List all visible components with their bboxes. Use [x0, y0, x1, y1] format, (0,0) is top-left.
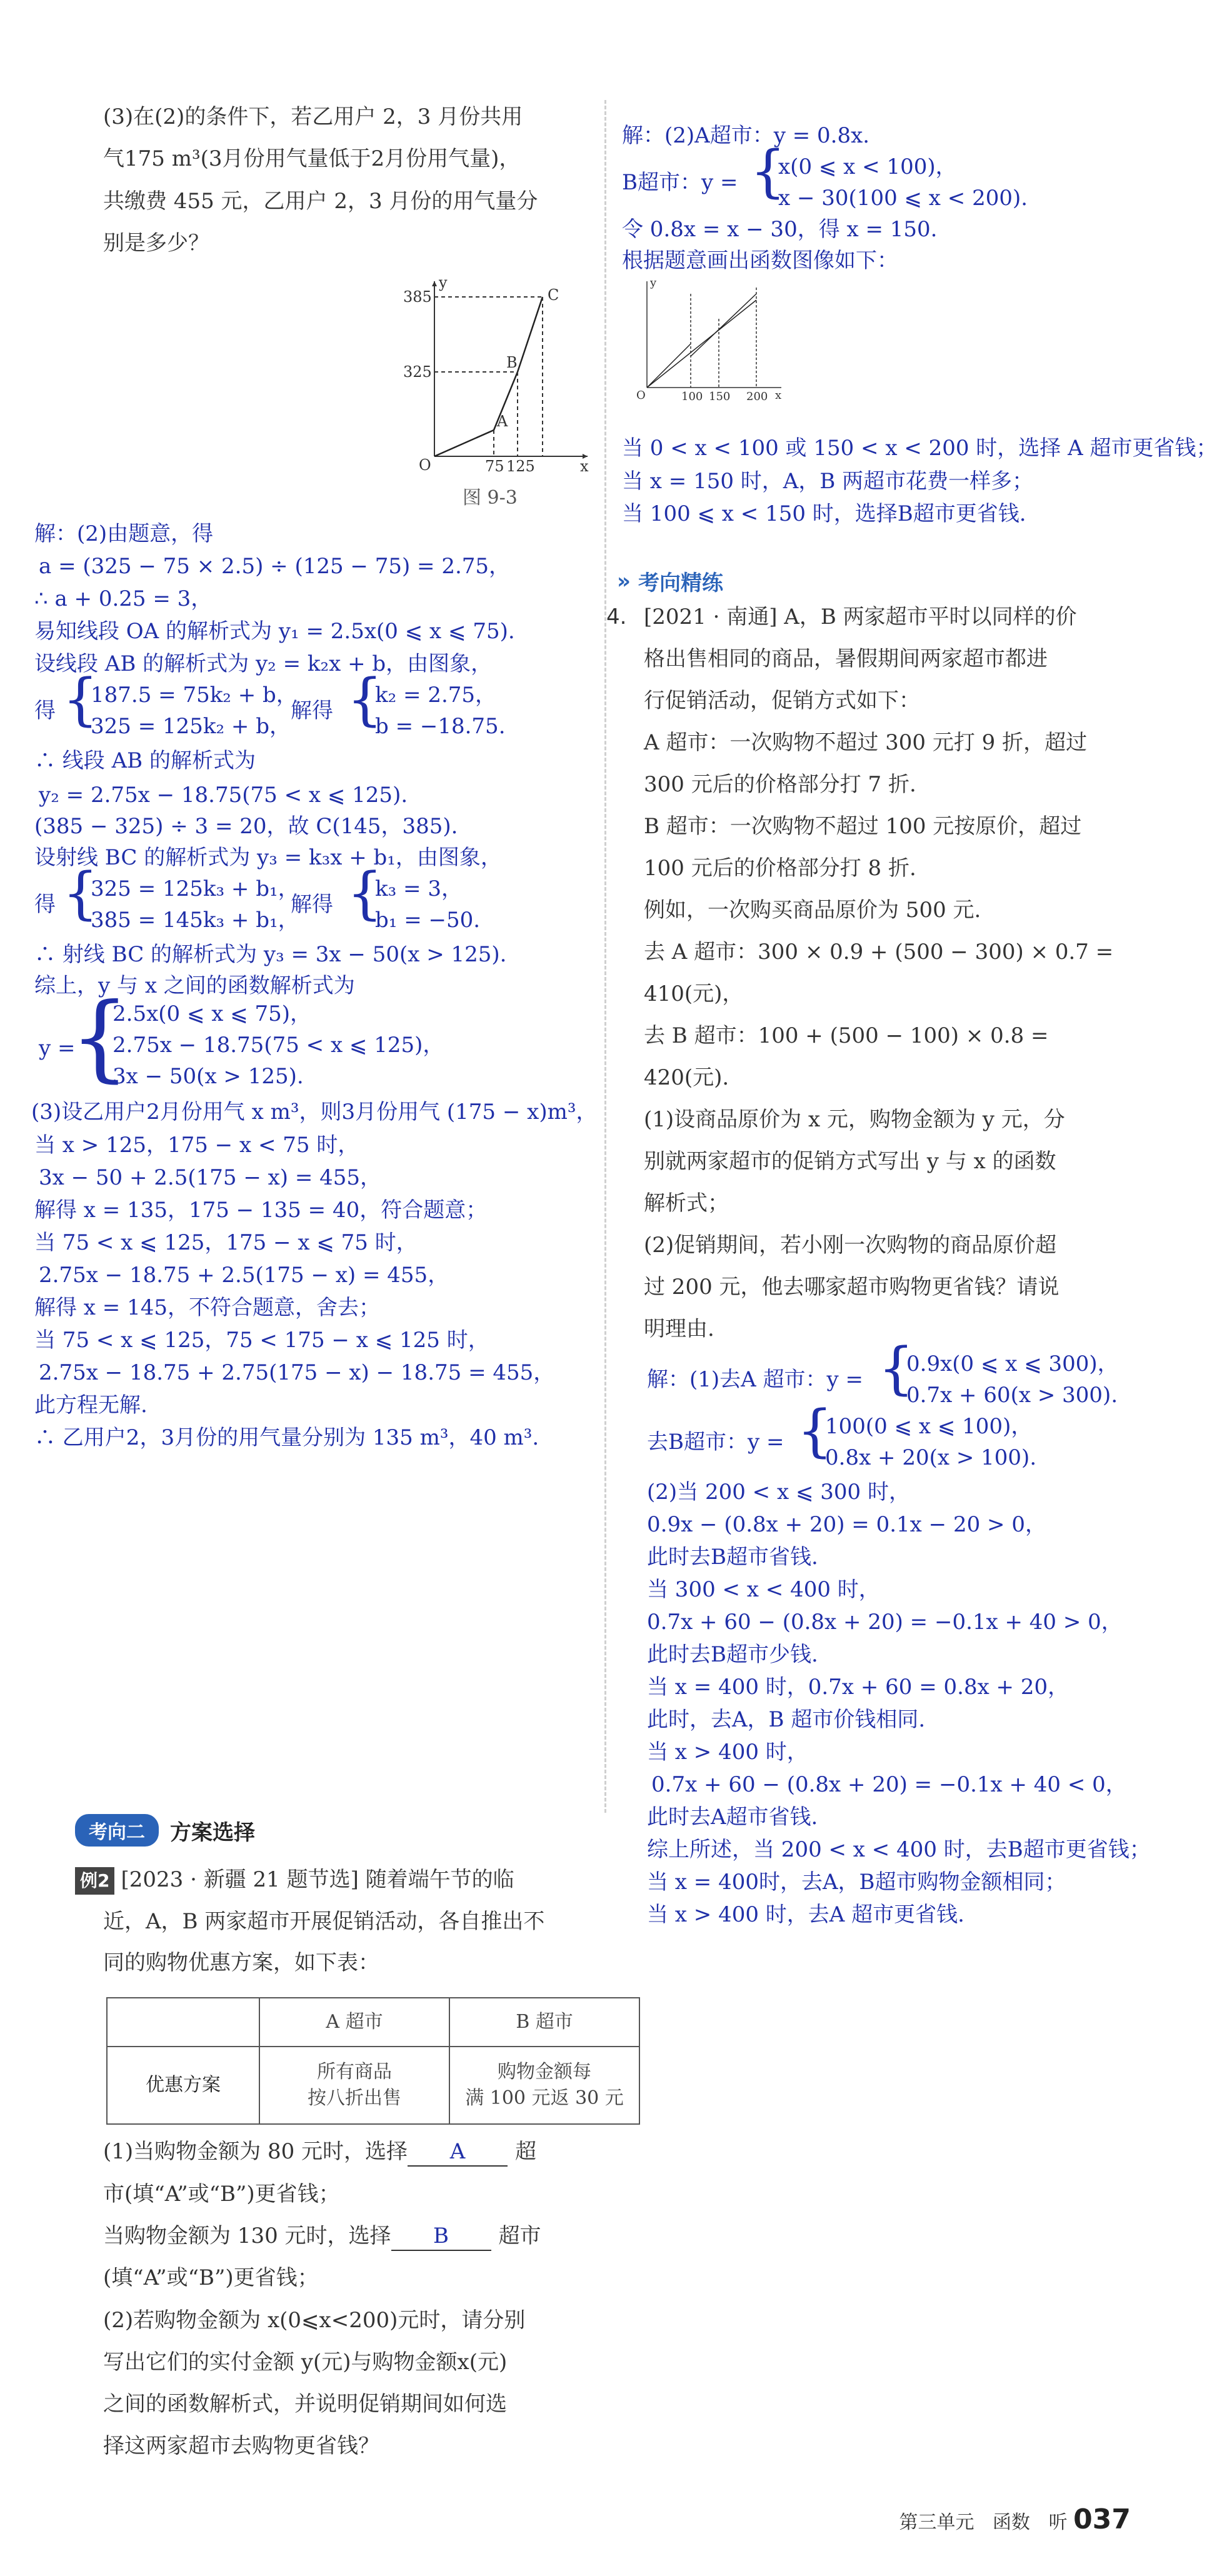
- rsol1-line: 令 0.8x = x − 30，得 x = 150.: [622, 217, 938, 242]
- sol-line: b₁ = −50.: [375, 908, 481, 933]
- sol-line: 设射线 BC 的解析式为 y₃ = k₃x + b₁，由图象，: [34, 845, 502, 870]
- rsol2-line: 此时去B超市省钱.: [647, 1545, 818, 1570]
- example-2-line-1: [75, 1866, 514, 1895]
- column-divider: [604, 100, 608, 1813]
- q1-line-2: 市(填“A”或“B”)更省钱；: [103, 2182, 340, 2207]
- footer-topic: 函数: [993, 2512, 1031, 2533]
- graph-y-label: y: [650, 276, 657, 289]
- q2-line-2: 写出它们的实付金额 y(元)与购物金额x(元): [103, 2350, 508, 2375]
- q2-line-4: 择这两家超市去购物更省钱？: [103, 2433, 379, 2458]
- sol-line: 325 = 125k₂ + b，: [91, 714, 291, 739]
- table-header-a: A 超市: [259, 1998, 449, 2047]
- problem-4-line: 300 元后的价格部分打 7 折.: [644, 772, 916, 797]
- graph-tick-100: 100: [681, 390, 703, 403]
- fig93-origin: O: [419, 456, 431, 474]
- fig93-point-a: A: [497, 413, 508, 430]
- rsol2-line: 去B超市：y =: [647, 1430, 784, 1455]
- sol-line: 此方程无解.: [34, 1393, 148, 1418]
- sol-line: 2.5x(0 ⩽ x ⩽ 75)，: [113, 1001, 312, 1026]
- sol-line: 3x − 50(x > 125).: [113, 1064, 304, 1089]
- sol-line: 解：(2)由题意，得: [34, 521, 214, 546]
- sol-line: ∴ 乙用户2，3月份的用气量分别为 135 m³，40 m³.: [34, 1425, 539, 1450]
- problem-4-line: 过 200 元，他去哪家超市购物更省钱？请说: [644, 1275, 1059, 1300]
- sol-line: k₂ = 2.75，: [375, 683, 497, 708]
- rsol1-line: 当 x = 150 时，A，B 两超市花费一样多；: [622, 469, 1034, 494]
- problem-4-number: 4.: [606, 604, 627, 629]
- q2-line-1: (2)若购物金额为 x(0⩽x<200)元时，请分别: [103, 2308, 526, 2333]
- problem-4-line: 100 元后的价格部分打 8 折.: [644, 856, 916, 881]
- problem-4-line: 去 A 超市：300 × 0.9 + (500 − 300) × 0.7 =: [644, 940, 1114, 965]
- rsol2-line: 0.8x + 20(x > 100).: [825, 1445, 1037, 1470]
- q2-line-3: 之间的函数解析式，并说明促销期间如何选: [103, 2392, 507, 2417]
- brace: {: [347, 861, 383, 926]
- rsol1-line: B超市：y =: [622, 170, 738, 195]
- rsol2-line: 0.7x + 60 − (0.8x + 20) = −0.1x + 40 < 0，: [651, 1772, 1127, 1797]
- answer-blank-2[interactable]: B: [391, 2222, 491, 2251]
- problem-4-line: 410(元)，: [644, 981, 744, 1006]
- rsol2-line: 当 300 < x < 400 时，: [647, 1577, 880, 1602]
- sol-line: k₃ = 3，: [375, 876, 463, 901]
- sol-line: 设线段 AB 的解析式为 y₂ = k₂x + b，由图象，: [34, 651, 493, 676]
- sol-line: 325 = 125k₃ + b₁，: [91, 876, 299, 901]
- practice-header: [617, 566, 723, 596]
- sol-line: a = (325 − 75 × 2.5) ÷ (125 − 75) = 2.75，: [39, 554, 511, 579]
- q1-line-4: (填“A”或“B”)更省钱；: [103, 2265, 319, 2290]
- rsol2-line: 100(0 ⩽ x ⩽ 100)，: [825, 1414, 1033, 1439]
- sol-line: ∴ 线段 AB 的解析式为: [34, 748, 256, 773]
- rsol2-line: 此时去B超市少钱.: [647, 1642, 818, 1667]
- sol-line: 当 75 < x ⩽ 125，75 < 175 − x ⩽ 125 时，: [34, 1328, 489, 1353]
- problem-4-line: (2)促销期间，若小刚一次购物的商品原价超: [644, 1233, 1057, 1258]
- problem-3-line-2: 气175 m³(3月份用气量低于2月份用气量)，: [103, 146, 521, 171]
- table-cell-b: 购物金额每 满 100 元返 30 元: [449, 2047, 639, 2124]
- section-title: 方案选择: [170, 1820, 255, 1845]
- fig93-ytick-325: 325: [403, 363, 432, 381]
- graph-tick-200: 200: [746, 390, 768, 403]
- rsol2-line: 此时，去A，B 超市价钱相同.: [647, 1707, 926, 1732]
- problem-4-line: 去 B 超市：100 + (500 − 100) × 0.8 =: [644, 1023, 1049, 1048]
- problem-4-line: 明理由.: [644, 1316, 714, 1341]
- sol-line: 解得 x = 145，不符合题意，舍去；: [34, 1295, 380, 1320]
- problem-3-line-1: (3)在(2)的条件下，若乙用户 2，3 月份共用: [103, 104, 523, 129]
- sol-line: y =: [39, 1036, 76, 1061]
- rsol2-line: 0.7x + 60(x > 300).: [906, 1383, 1118, 1408]
- fig93-x-label: x: [580, 458, 589, 475]
- function-graph: [631, 275, 788, 409]
- footer-listen: 听: [1048, 2512, 1068, 2533]
- table-header-b: B 超市: [449, 1998, 639, 2047]
- sol-line: ∴ 射线 BC 的解析式为 y₃ = 3x − 50(x > 125).: [34, 942, 507, 967]
- fig93-point-c: C: [548, 286, 559, 304]
- fig93-xtick-75: 75: [485, 458, 504, 475]
- fig93-y-label: y: [439, 274, 448, 291]
- sol-line: 得: [34, 698, 56, 723]
- rsol2-line: 此时去A超市省钱.: [647, 1805, 818, 1830]
- sol-line: 3x − 50 + 2.5(175 − x) = 455，: [39, 1165, 382, 1190]
- brace: {: [750, 139, 786, 204]
- sol-line: y₂ = 2.75x − 18.75(75 < x ⩽ 125).: [39, 783, 408, 808]
- rsol1-line: 当 100 ⩽ x < 150 时，选择B超市更省钱.: [622, 501, 1026, 526]
- fig93-ytick-385: 385: [403, 288, 432, 306]
- q1-line-3: 当购物金额为 130 元时，选择 B 超市: [103, 2222, 541, 2251]
- brace: {: [878, 1336, 914, 1401]
- graph-origin: O: [636, 389, 646, 402]
- figure-9-3: [403, 269, 594, 475]
- sol-line: (385 − 325) ÷ 3 = 20，故 C(145，385).: [34, 814, 458, 839]
- table-cell-a: 所有商品 按八折出售: [259, 2047, 449, 2124]
- sol-line: 2.75x − 18.75(75 < x ⩽ 125)，: [113, 1033, 444, 1058]
- figure-caption: 图 9-3: [463, 487, 518, 509]
- sol-line: b = −18.75.: [375, 714, 506, 739]
- brace: {: [70, 983, 130, 1092]
- rsol1-line: 根据题意画出函数图像如下：: [622, 248, 898, 273]
- sol-line: 综上，y 与 x 之间的函数解析式为: [34, 973, 355, 998]
- section-pill: 考向二: [75, 1814, 159, 1847]
- brace: {: [347, 667, 383, 733]
- sol-line: 得: [34, 892, 56, 917]
- sol-line: ∴ a + 0.25 = 3，: [34, 586, 213, 611]
- rsol2-line: 综上所述，当 200 < x < 400 时，去B超市更省钱；: [647, 1837, 1151, 1862]
- brace: {: [63, 667, 99, 733]
- rsol2-line: 当 x = 400时，去A，B超市购物金额相同；: [647, 1870, 1066, 1895]
- brace: {: [797, 1398, 833, 1464]
- sol-line: 当 x > 125，175 − x < 75 时，: [34, 1133, 359, 1158]
- rsol1-line: 当 0 < x < 100 或 150 < x < 200 时，选择 A 超市更省钱；: [622, 436, 1217, 461]
- problem-4-line: 行促销活动，促销方式如下：: [644, 688, 920, 713]
- problem-3-line-4: 别是多少？: [103, 231, 209, 256]
- q1-line-1: (1)当购物金额为 80 元时，选择 A 超: [103, 2138, 536, 2167]
- problem-4-line: B 超市：一次购物不超过 100 元按原价，超过: [644, 814, 1082, 839]
- problem-4-line: 格出售相同的商品，暑假期间两家超市都进: [644, 646, 1048, 671]
- sol-line: 解得: [291, 892, 333, 917]
- footer-unit: 第三单元: [899, 2512, 974, 2533]
- problem-4-line: A 超市：一次购物不超过 300 元打 9 折，超过: [644, 730, 1088, 755]
- section-header: [75, 1814, 255, 1847]
- rsol2-line: 当 x = 400 时，0.7x + 60 = 0.8x + 20，: [647, 1675, 1069, 1700]
- fig93-xtick-125: 125: [506, 458, 535, 475]
- sol-line: 解得 x = 135，175 − 135 = 40，符合题意；: [34, 1198, 488, 1223]
- rsol1-line: x − 30(100 ⩽ x < 200).: [778, 186, 1028, 211]
- rsol2-line: 解：(1)去A 超市：y =: [647, 1367, 864, 1392]
- graph-tick-150: 150: [709, 390, 731, 403]
- example-2-line-3: 同的购物优惠方案，如下表：: [103, 1950, 379, 1975]
- sol-line: (3)设乙用户2月份用气 x m³，则3月份用气 (175 − x)m³，: [31, 1100, 598, 1125]
- example-2-line-2: 近，A，B 两家超市开展促销活动，各自推出不: [103, 1909, 545, 1934]
- answer-blank-1[interactable]: A: [408, 2138, 508, 2167]
- double-chevron-icon: »: [617, 568, 631, 594]
- sol-line: 2.75x − 18.75 + 2.5(175 − x) = 455，: [39, 1263, 449, 1288]
- problem-4-line: 420(元).: [644, 1065, 729, 1090]
- problem-4-line: 解析式；: [644, 1191, 729, 1216]
- rsol2-line: 0.7x + 60 − (0.8x + 20) = −0.1x + 40 > 0，: [647, 1610, 1123, 1635]
- rsol2-line: 0.9x − (0.8x + 20) = 0.1x − 20 > 0，: [647, 1512, 1046, 1537]
- sol-line: 385 = 145k₃ + b₁，: [91, 908, 299, 933]
- rsol2-line: 当 x > 400 时，: [647, 1740, 808, 1765]
- rsol1-line: x(0 ⩽ x < 100)，: [778, 154, 957, 179]
- table-row-label: 优惠方案: [107, 2047, 259, 2124]
- page-number: 037: [1073, 2503, 1131, 2535]
- fig93-point-b: B: [506, 354, 518, 371]
- problem-4-line: (1)设商品原价为 x 元，购物金额为 y 元，分: [644, 1107, 1065, 1132]
- example-tag: 例2: [75, 1867, 114, 1895]
- problem-4-line: [2021 · 南通] A，B 两家超市平时以同样的价: [644, 604, 1077, 629]
- sol-line: 解得: [291, 698, 333, 723]
- sol-line: 当 75 < x ⩽ 125，175 − x ⩽ 75 时，: [34, 1230, 418, 1255]
- promo-table: [106, 1997, 640, 2125]
- rsol2-line: (2)当 200 < x ⩽ 300 时，: [647, 1480, 910, 1505]
- problem-4-line: 例如，一次购买商品原价为 500 元.: [644, 898, 981, 923]
- page-footer: [899, 2503, 1131, 2535]
- sol-line: 易知线段 OA 的解析式为 y₁ = 2.5x(0 ⩽ x ⩽ 75).: [34, 619, 515, 644]
- problem-3-line-3: 共缴费 455 元，乙用户 2，3 月份的用气量分: [103, 189, 538, 214]
- rsol1-line: 解：(2)A超市：y = 0.8x.: [622, 123, 870, 148]
- graph-x-label: x: [775, 389, 782, 402]
- sol-line: 2.75x − 18.75 + 2.75(175 − x) − 18.75 = 455，: [39, 1360, 555, 1385]
- example-source: [2023 · 新疆 21 题节选] 随着端午节的临: [121, 1867, 514, 1892]
- sol-line: 187.5 = 75k₂ + b，: [91, 683, 298, 708]
- practice-title: 考向精练: [638, 571, 723, 596]
- rsol2-line: 当 x > 400 时，去A 超市更省钱.: [647, 1902, 964, 1927]
- brace: {: [63, 861, 99, 926]
- rsol2-line: 0.9x(0 ⩽ x ⩽ 300)，: [906, 1351, 1119, 1376]
- problem-4-line: 别就两家超市的促销方式写出 y 与 x 的函数: [644, 1149, 1056, 1174]
